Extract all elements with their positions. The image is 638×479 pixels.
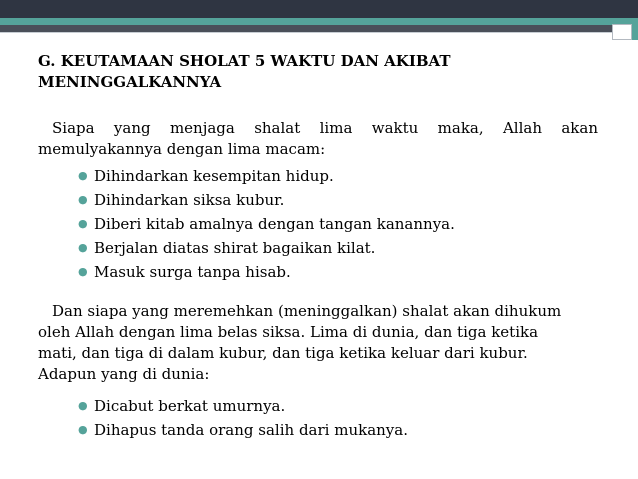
paragraph-2-line-1: Dan siapa yang meremehkan (meninggalkan) shalat akan dihukum (52, 302, 562, 320)
header-gray-band (0, 25, 612, 32)
paragraph-1-line-1: Siapa yang menjaga shalat lima waktu maka, Allah akan (52, 119, 598, 137)
paragraph-2-line-4: Adapun yang di dunia: (38, 365, 210, 383)
bullet-icon: ● (78, 423, 88, 436)
bullet-icon: ● (78, 193, 88, 206)
list-item: ● Diberi kitab amalnya dengan tangan kanannya. (76, 212, 455, 236)
bullet-icon: ● (78, 399, 88, 412)
bullet-icon: ● (78, 241, 88, 254)
paragraph-2 (38, 301, 598, 385)
header-divider-line (0, 32, 638, 33)
slide-title (38, 51, 598, 93)
list-item: ● Berjalan diatas shirat bagaikan kilat. (76, 236, 455, 260)
punishments-list (76, 394, 408, 442)
list-item: ● Dihindarkan kesempitan hidup. (76, 164, 455, 188)
bullet-icon: ● (78, 265, 88, 278)
corner-box (612, 24, 632, 40)
paragraph-1 (38, 118, 598, 160)
list-item: ● Dihindarkan siksa kubur. (76, 188, 455, 212)
corner-accent-bar (632, 18, 638, 40)
paragraph-1-line-2: memulyakannya dengan lima macam: (38, 140, 326, 158)
paragraph-2-line-2: oleh Allah dengan lima belas siksa. Lima di dunia, dan tiga ketika (38, 323, 539, 341)
header-teal-band (0, 18, 638, 25)
bullet-icon: ● (78, 169, 88, 182)
bullet-icon: ● (78, 217, 88, 230)
paragraph-2-line-3: mati, dan tiga di dalam kubur, dan tiga ketika keluar dari kubur. (38, 344, 528, 362)
virtues-list (76, 164, 455, 284)
title-line-1: G. KEUTAMAAN SHOLAT 5 WAKTU DAN AKIBAT (38, 52, 451, 70)
list-item: ● Dihapus tanda orang salih dari mukanya. (76, 418, 408, 442)
list-item: ● Masuk surga tanpa hisab. (76, 260, 455, 284)
title-line-2: MENINGGALKANNYA (38, 73, 222, 91)
list-item: ● Dicabut berkat umurnya. (76, 394, 408, 418)
header-dark-band (0, 0, 638, 18)
